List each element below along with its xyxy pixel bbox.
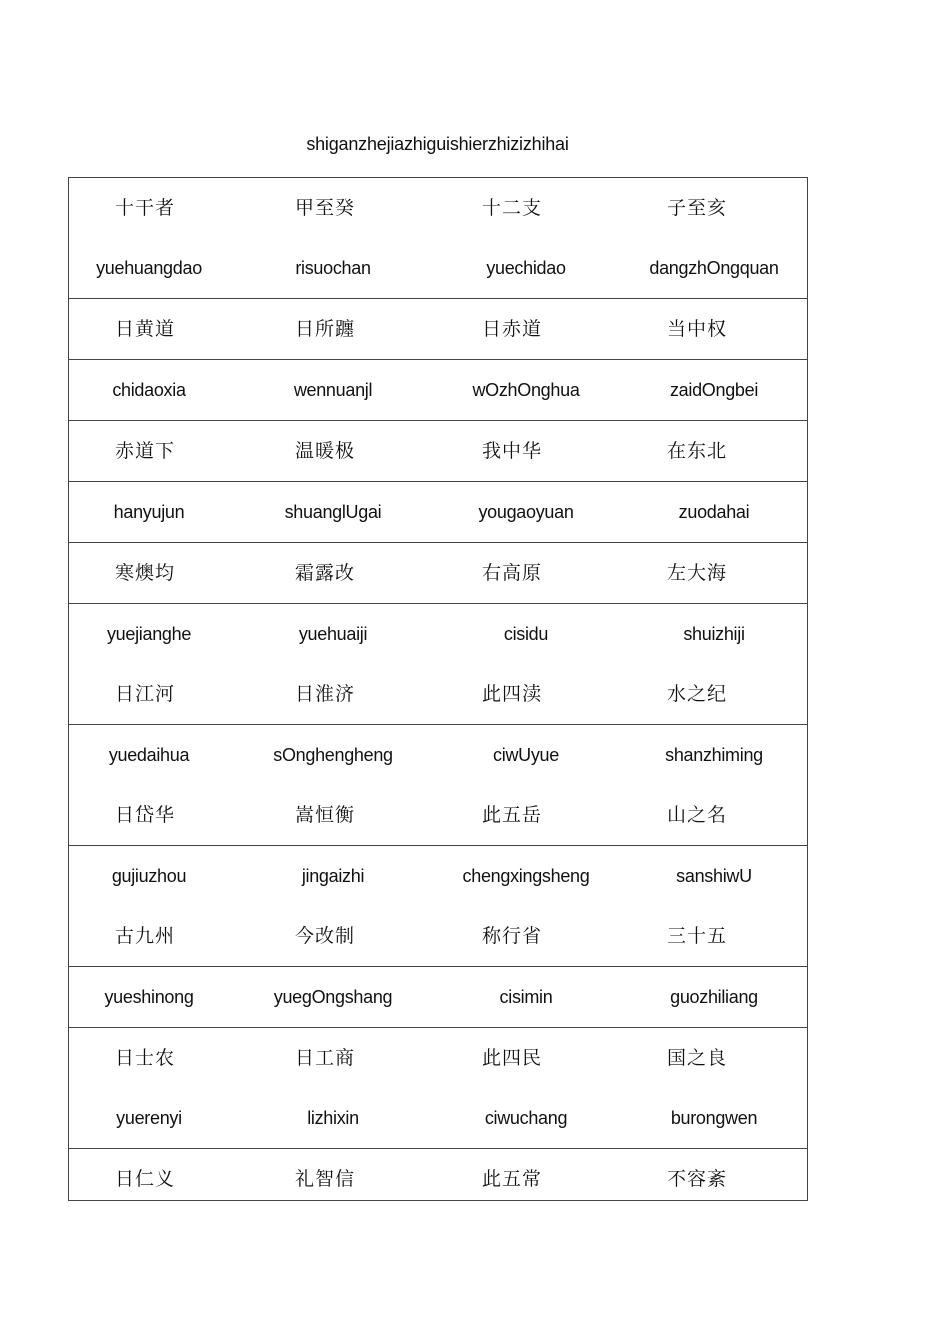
table-row-group [69, 725, 807, 846]
pinyin-cell: shuanglUgai [284, 502, 382, 522]
hanzi-cell: 当中权 [667, 318, 728, 340]
hanzi-cell: 十二支 [482, 197, 543, 219]
pinyin-cell: sOnghengheng [273, 745, 393, 765]
hanzi-cell: 三十五 [667, 925, 728, 947]
table-row-group [69, 421, 807, 482]
hanzi-cell: 日赤道 [482, 318, 543, 340]
pinyin-cell: jingaizhi [301, 866, 365, 886]
hanzi-line [69, 785, 807, 845]
hanzi-cell: 今改制 [295, 925, 356, 947]
hanzi-line [69, 421, 807, 481]
hanzi-cell: 我中华 [482, 440, 543, 462]
table-row-group [69, 846, 807, 967]
pinyin-cell: yuegOngshang [273, 987, 393, 1007]
pinyin-cell: wOzhOnghua [472, 380, 580, 400]
hanzi-line [69, 178, 807, 238]
pinyin-cell: ciwuchang [484, 1108, 568, 1128]
hanzi-cell: 山之名 [667, 804, 728, 826]
pinyin-cell: yuedaihua [108, 745, 190, 765]
table-row-group [69, 604, 807, 725]
page-title: shiganzhejiazhiguishierzhizizhihai [306, 134, 569, 154]
hanzi-cell: 此五岳 [482, 804, 543, 826]
hanzi-line [69, 906, 807, 966]
hanzi-cell: 日所躔 [295, 318, 356, 340]
hanzi-cell: 日工商 [295, 1047, 356, 1069]
hanzi-line [69, 299, 807, 359]
table-row-group [69, 543, 807, 604]
pinyin-cell: sanshiwU [676, 866, 752, 886]
pinyin-cell: dangzhOngquan [649, 258, 779, 278]
pinyin-cell: chidaoxia [112, 380, 186, 400]
table-row-group [69, 299, 807, 360]
hanzi-cell: 水之纪 [667, 683, 728, 705]
table-row-group [69, 360, 807, 421]
pinyin-cell: guozhiliang [670, 987, 758, 1007]
pinyin-cell: risuochan [295, 258, 371, 278]
pinyin-cell: hanyujun [113, 502, 185, 522]
hanzi-cell: 日黄道 [115, 318, 176, 340]
hanzi-line [69, 543, 807, 603]
hanzi-cell: 子至亥 [667, 197, 728, 219]
pinyin-line [69, 482, 807, 542]
pinyin-cell: yuehuangdao [96, 258, 202, 278]
table-row-group [69, 178, 807, 299]
table-row-group [69, 482, 807, 543]
hanzi-line [69, 664, 807, 724]
hanzi-cell: 甲至癸 [295, 197, 356, 219]
pinyin-cell: yuejianghe [106, 624, 192, 644]
pinyin-line [69, 725, 807, 785]
hanzi-cell: 十干者 [115, 197, 176, 219]
hanzi-cell: 日江河 [115, 683, 176, 705]
hanzi-cell: 此四渎 [482, 683, 543, 705]
pinyin-cell: yougaoyuan [478, 502, 574, 522]
pinyin-cell: cisimin [499, 987, 553, 1007]
pinyin-cell: gujiuzhou [111, 866, 187, 886]
pinyin-cell: shanzhiming [665, 745, 763, 765]
hanzi-cell: 日士农 [115, 1047, 176, 1069]
hanzi-cell: 不容紊 [667, 1168, 728, 1190]
hanzi-cell: 礼智信 [295, 1168, 356, 1190]
hanzi-cell: 此五常 [482, 1168, 543, 1190]
verse-table [68, 177, 808, 1201]
pinyin-cell: zuodahai [678, 502, 750, 522]
pinyin-cell: wennuanjl [293, 380, 373, 400]
hanzi-cell: 此四民 [482, 1047, 543, 1069]
pinyin-cell: ciwUyue [493, 745, 559, 765]
pinyin-cell: yueshinong [104, 987, 194, 1007]
hanzi-cell: 称行省 [482, 925, 543, 947]
hanzi-line [69, 1028, 807, 1088]
pinyin-cell: yuechidao [486, 258, 566, 278]
pinyin-line [69, 967, 807, 1027]
hanzi-cell: 嵩恒衡 [295, 804, 356, 826]
hanzi-cell: 日岱华 [115, 804, 176, 826]
hanzi-cell: 在东北 [667, 440, 728, 462]
table-row-group [69, 1149, 807, 1209]
pinyin-line [69, 1088, 807, 1148]
pinyin-cell: zaidOngbei [669, 380, 759, 400]
pinyin-cell: yuerenyi [116, 1108, 182, 1128]
pinyin-cell: burongwen [670, 1108, 758, 1128]
pinyin-line [69, 238, 807, 298]
pinyin-line [69, 360, 807, 420]
hanzi-cell: 左大海 [667, 562, 728, 584]
pinyin-line [69, 846, 807, 906]
hanzi-cell: 国之良 [667, 1047, 728, 1069]
pinyin-cell: yuehuaiji [298, 624, 368, 644]
hanzi-cell: 古九州 [115, 925, 176, 947]
pinyin-cell: lizhixin [307, 1108, 359, 1128]
pinyin-cell: chengxingsheng [462, 866, 590, 886]
hanzi-cell: 寒燠均 [115, 562, 176, 584]
pinyin-cell: cisidu [503, 624, 549, 644]
hanzi-cell: 日仁义 [115, 1168, 176, 1190]
table-row-group [69, 967, 807, 1028]
hanzi-cell: 霜露改 [295, 562, 356, 584]
hanzi-line [69, 1149, 807, 1209]
pinyin-cell: shuizhiji [683, 624, 745, 644]
table-row-group [69, 1028, 807, 1149]
hanzi-cell: 右高原 [482, 562, 543, 584]
hanzi-cell: 赤道下 [115, 440, 176, 462]
pinyin-line [69, 604, 807, 664]
hanzi-cell: 日淮济 [295, 683, 356, 705]
hanzi-cell: 温暖极 [295, 440, 356, 462]
